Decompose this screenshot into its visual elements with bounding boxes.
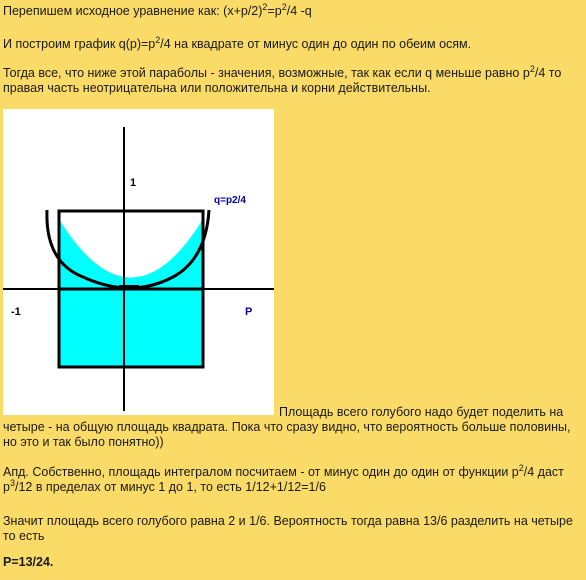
superscript: 2 — [518, 463, 524, 473]
figure-background — [3, 109, 274, 415]
text-run: /4 даст p — [3, 465, 564, 494]
text-run: /12 в пределах от минус 1 до 1, то есть 1/12+1/12=1/6 — [14, 480, 326, 494]
text-run: Тогда все, что ниже этой параболы - значения, возможные, так как если q меньше равно p — [3, 66, 530, 80]
superscript: 2 — [281, 2, 287, 12]
superscript: 2 — [529, 64, 535, 74]
text-run: =p — [267, 4, 282, 18]
text-run: /4 на квадрате от минус один до один по обеим осям. — [160, 37, 472, 51]
text-run: Перепишем исходное уравнение как: (x+p/2) — [3, 4, 263, 18]
text-run: /4 -q — [286, 4, 312, 18]
parabola-diagram — [3, 109, 274, 415]
label-minus-one: -1 — [11, 306, 21, 318]
superscript: 2 — [155, 35, 161, 45]
superscript: 3 — [9, 478, 15, 488]
answer: P=13/24. — [3, 555, 54, 569]
text-run: И построим график q(p)=p — [3, 37, 156, 51]
text-run: Апд. Собственно, площадь интегралом посчитаем - от минус один до один от функции p — [3, 465, 519, 479]
label-curve: q=p2/4 — [214, 195, 246, 206]
label-p-axis: P — [245, 306, 253, 318]
paragraph-integral — [3, 465, 583, 495]
paragraph-equation — [3, 4, 583, 19]
paragraph-explanation — [3, 66, 583, 96]
paragraph-area: Площадь всего голубого надо будет поделить на четыре - на общую площадь квадрата. Пока что сразу видно, что вероятность больше половины, но это и так было понятно)) — [3, 405, 571, 449]
paragraph-probability: Значит площадь всего голубого равна 2 и 1/6. Вероятность тогда равна 13/6 разделить на четыре то есть — [3, 514, 573, 543]
paragraph-graph — [3, 37, 583, 52]
superscript: 2 — [262, 2, 268, 12]
parabola-figure — [3, 109, 274, 415]
text-run: /4 то правая часть неотрицательна или положительна и корни действительны. — [3, 66, 562, 95]
label-one: 1 — [130, 177, 137, 189]
